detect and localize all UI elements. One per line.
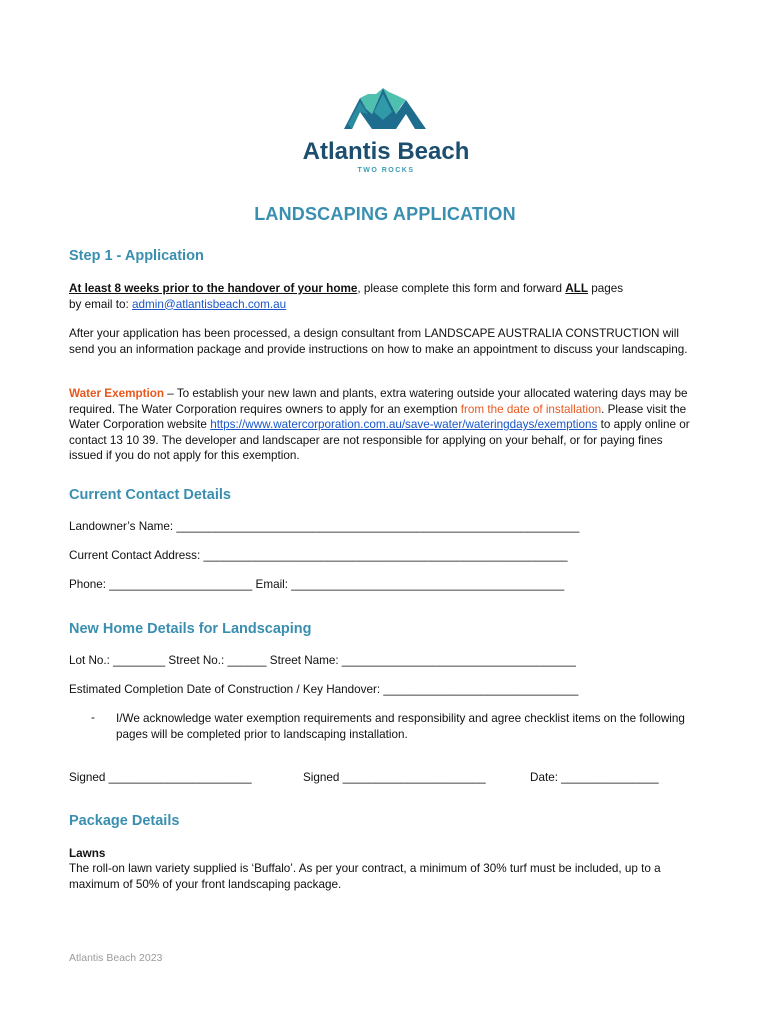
contact-heading: Current Contact Details [69,487,231,503]
phone-email-field[interactable]: Phone: ______________________ Email: __________________________________________ [69,578,565,591]
footer-text: Atlantis Beach 2023 [69,952,163,964]
logo-brand: Atlantis Beach [302,138,470,165]
signed-field-1[interactable]: Signed ______________________ [69,771,252,784]
lawns-heading: Lawns [69,847,106,860]
water-exemption-paragraph: Water Exemption – To establish your new lawn and plants, extra watering outside your allocated watering days may be required. The Water Corporation requires owners to apply for an exemption from the date of installation. Please visit the Water Corporation website https://www.watercorporation.com.au/save-water/wateringdays/exemptions to apply online or contact 13 10 39. The developer and landscaper are not responsible for applying on your behalf, or for paying fines issued if you do not apply for this exemption. [69,387,690,462]
step1-paragraph-1: At least 8 weeks prior to the handover of your home, please complete this form and forward ALL pages by email to: admin@atlantisbeach.com.au [69,282,624,311]
package-heading: Package Details [69,813,180,829]
step1-heading: Step 1 - Application [69,248,204,264]
contact-address-field[interactable]: Current Contact Address: ________________________________________________________ [69,549,568,562]
water-exemption-label: Water Exemption [69,387,165,400]
acknowledgement-text: I/We acknowledge water exemption requirements and responsibility and agree checklist items on the following pages will be completed prior to landscaping installation. [116,712,685,741]
page-title: LANDSCAPING APPLICATION [254,204,516,224]
water-corporation-link[interactable]: https://www.watercorporation.com.au/save-water/wateringdays/exemptions [210,418,598,431]
lawns-text: The roll-on lawn variety supplied is ‘Buffalo’. As per your contract, a minimum of 30% turf must be included, up to a maximum of 50% of your front landscaping package. [69,862,661,891]
atlantis-beach-logo [286,84,486,180]
completion-date-field[interactable]: Estimated Completion Date of Construction / Key Handover: ______________________________ [69,683,579,696]
landowner-name-field[interactable]: Landowner’s Name: ______________________________________________________________ [69,520,580,533]
step1-paragraph-2: After your application has been processed, a design consultant from LANDSCAPE AUSTRALIA CONSTRUCTION will send you an information package and provide instructions on how to make an appointment to discuss your landscaping. [69,327,688,356]
email-link[interactable]: admin@atlantisbeach.com.au [132,297,287,311]
lot-street-field[interactable]: Lot No.: ________ Street No.: ______ Street Name: ____________________________________ [69,654,576,667]
logo-subtitle: TWO ROCKS [357,167,415,174]
mountains-icon [344,88,426,129]
date-field[interactable]: Date: _______________ [530,771,659,784]
signed-field-2[interactable]: Signed ______________________ [303,771,486,784]
new-home-heading: New Home Details for Landscaping [69,621,312,637]
bullet-dash: - [91,711,95,724]
deadline-text: At least 8 weeks prior to the handover of your home [69,282,358,295]
